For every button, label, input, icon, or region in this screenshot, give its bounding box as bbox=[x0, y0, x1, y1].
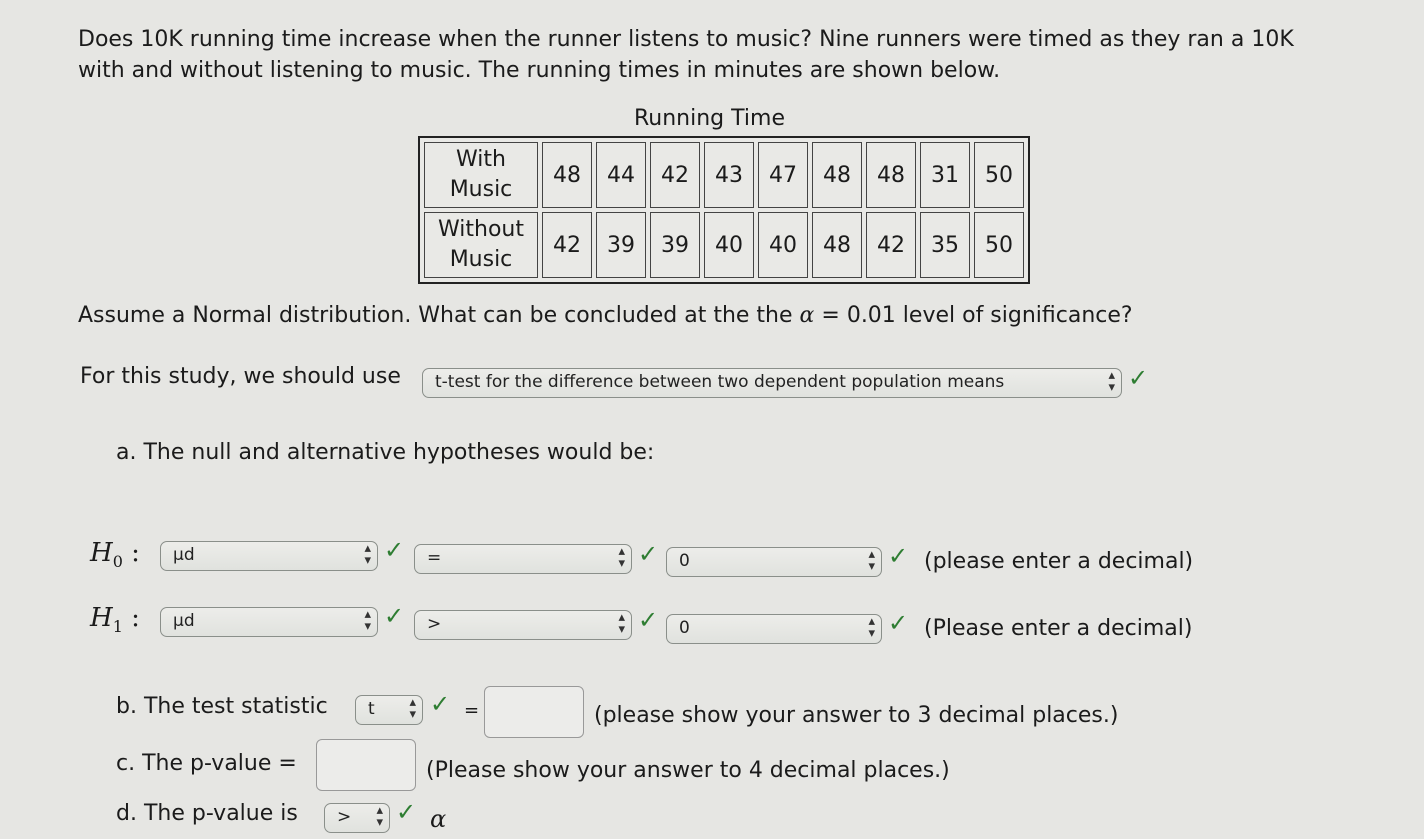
table-cell: 31 bbox=[920, 142, 970, 208]
h0-hint: (please enter a decimal) bbox=[924, 549, 1194, 574]
table-cell: 42 bbox=[866, 212, 916, 278]
table-cell: 48 bbox=[812, 212, 862, 278]
h1-colon: : bbox=[131, 603, 140, 633]
table-row-without-music bbox=[424, 212, 1024, 278]
table-cell: 50 bbox=[974, 212, 1024, 278]
check-icon: ✓ bbox=[638, 540, 659, 568]
h0-letter: H bbox=[90, 538, 113, 568]
h0-param-select[interactable] bbox=[160, 541, 378, 571]
test-statistic-value: t bbox=[368, 699, 375, 719]
table-row-with-music bbox=[424, 142, 1024, 208]
h0-subscript: 0 bbox=[112, 552, 123, 572]
row-header-line1: With bbox=[456, 147, 506, 172]
comparison-value: > bbox=[337, 807, 352, 827]
test-statistic-input[interactable] bbox=[484, 686, 584, 738]
h1-hint: (Please enter a decimal) bbox=[924, 616, 1193, 641]
equals-sign: = bbox=[464, 700, 480, 721]
alpha-symbol: α bbox=[799, 303, 815, 328]
test-statistic-select[interactable] bbox=[355, 695, 423, 725]
table-cell: 43 bbox=[704, 142, 754, 208]
row-header-line2: Music bbox=[449, 177, 513, 202]
part-a-label: a. The null and alternative hypotheses would be: bbox=[116, 440, 655, 465]
check-icon: ✓ bbox=[638, 606, 659, 634]
row-header bbox=[424, 142, 538, 208]
h1-letter: H bbox=[90, 603, 113, 633]
table-cell: 42 bbox=[650, 142, 700, 208]
table-cell: 35 bbox=[920, 212, 970, 278]
h1-subscript: 1 bbox=[112, 617, 123, 637]
table-title: Running Time bbox=[634, 106, 785, 131]
question-line-2: with and without listening to music. The running times in minutes are shown below. bbox=[78, 58, 1001, 83]
alpha-symbol: α bbox=[430, 805, 447, 833]
h1-operator-select[interactable] bbox=[414, 610, 632, 640]
part-c-hint: (Please show your answer to 4 decimal places.) bbox=[426, 758, 950, 783]
check-icon: ✓ bbox=[1128, 364, 1149, 392]
check-icon: ✓ bbox=[384, 602, 405, 630]
row-header-line1: Without bbox=[438, 217, 524, 242]
h1-value: 0 bbox=[679, 618, 690, 638]
table-cell: 44 bbox=[596, 142, 646, 208]
assume-text-after: = 0.01 level of significance? bbox=[821, 303, 1133, 328]
question-line-1: Does 10K running time increase when the runner listens to music? Nine runners were timed as they ran a 10K bbox=[78, 27, 1294, 52]
part-b-hint: (please show your answer to 3 decimal places.) bbox=[594, 703, 1119, 728]
check-icon: ✓ bbox=[396, 798, 417, 826]
h1-label bbox=[90, 603, 140, 636]
h1-param-value: μd bbox=[173, 611, 195, 631]
row-header-line2: Music bbox=[449, 247, 513, 272]
h0-operator-value: = bbox=[427, 548, 442, 568]
p-value-comparison-select[interactable] bbox=[324, 803, 390, 833]
h0-value-select[interactable] bbox=[666, 547, 882, 577]
table-cell: 48 bbox=[542, 142, 592, 208]
assume-text bbox=[78, 303, 1133, 328]
p-value-input[interactable] bbox=[316, 739, 416, 791]
test-type-select[interactable] bbox=[422, 368, 1122, 398]
running-time-table bbox=[418, 136, 1030, 284]
table-cell: 48 bbox=[812, 142, 862, 208]
h0-colon: : bbox=[131, 538, 140, 568]
table-cell: 39 bbox=[596, 212, 646, 278]
table-cell: 50 bbox=[974, 142, 1024, 208]
table-cell: 42 bbox=[542, 212, 592, 278]
part-d-label: d. The p-value is bbox=[116, 801, 298, 826]
h1-operator-value: > bbox=[427, 614, 442, 634]
check-icon: ✓ bbox=[888, 609, 909, 637]
part-b-label: b. The test statistic bbox=[116, 694, 328, 719]
check-icon: ✓ bbox=[384, 536, 405, 564]
assume-text-before: Assume a Normal distribution. What can be concluded at the the bbox=[78, 303, 793, 328]
table-cell: 48 bbox=[866, 142, 916, 208]
h0-label bbox=[90, 538, 140, 571]
check-icon: ✓ bbox=[888, 542, 909, 570]
row-header bbox=[424, 212, 538, 278]
check-icon: ✓ bbox=[430, 690, 451, 718]
h1-param-select[interactable] bbox=[160, 607, 378, 637]
h0-param-value: μd bbox=[173, 545, 195, 565]
h1-value-select[interactable] bbox=[666, 614, 882, 644]
study-label: For this study, we should use bbox=[80, 364, 401, 389]
table-cell: 47 bbox=[758, 142, 808, 208]
table-cell: 40 bbox=[758, 212, 808, 278]
h0-value: 0 bbox=[679, 551, 690, 571]
test-type-select-value: t-test for the difference between two dependent population means bbox=[435, 372, 1005, 392]
table-cell: 39 bbox=[650, 212, 700, 278]
h0-operator-select[interactable] bbox=[414, 544, 632, 574]
part-c-label: c. The p-value = bbox=[116, 751, 297, 776]
table-cell: 40 bbox=[704, 212, 754, 278]
